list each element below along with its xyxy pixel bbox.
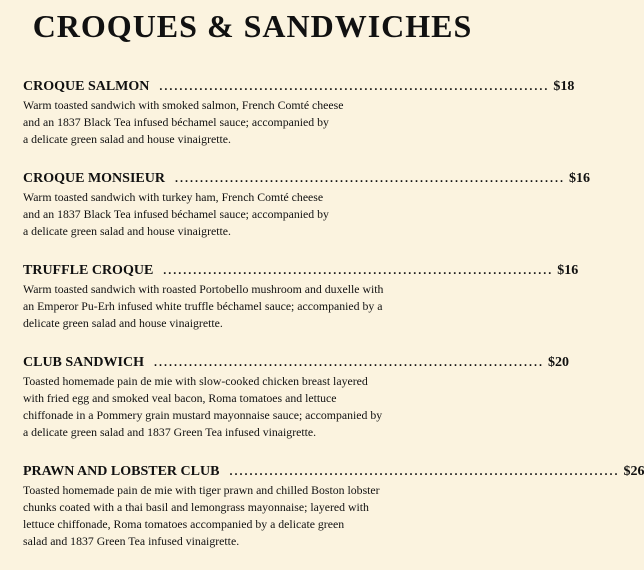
menu-item-truffle-croque [23, 260, 579, 332]
leader-dots: .............................................................................. [229, 464, 620, 478]
page-title: CROQUES & SANDWICHES [32, 8, 473, 44]
description-line: a delicate green salad and 1837 Green Tea infused vinaigrette. [23, 425, 317, 439]
menu-item-description [23, 97, 475, 148]
menu-item-price: $20 [547, 355, 569, 370]
description-line: chunks coated with a thai basil and lemongrass mayonnaise; layered with [23, 500, 369, 514]
menu-item-prawn-lobster-club [23, 461, 644, 550]
description-line: and an 1837 Black Tea infused béchamel sauce; accompanied by [23, 115, 329, 129]
menu-item-description [23, 281, 475, 332]
leader-dots: .............................................................................. [159, 79, 550, 93]
menu-item-price: $26 [623, 464, 644, 479]
description-line: Toasted homemade pain de mie with tiger prawn and chilled Boston lobster [23, 483, 380, 497]
leader-dots: .............................................................................. [163, 263, 554, 277]
menu-item-header [23, 168, 590, 189]
description-line: a delicate green salad and house vinaigrette. [23, 132, 231, 146]
menu-item-price: $16 [568, 171, 590, 186]
menu-item-header [23, 352, 569, 373]
menu-item-description [23, 189, 475, 240]
description-line: and an 1837 Black Tea infused béchamel sauce; accompanied by [23, 207, 329, 221]
menu-item-name: TRUFFLE CROQUE [23, 263, 154, 278]
menu-list [23, 76, 644, 570]
description-line: Toasted homemade pain de mie with slow-cooked chicken breast layered [23, 374, 368, 388]
description-line: with fried egg and smoked veal bacon, Roma tomatoes and lettuce [23, 391, 337, 405]
description-line: Warm toasted sandwich with turkey ham, French Comté cheese [23, 190, 324, 204]
description-line: chiffonade in a Pommery grain mustard mayonnaise sauce; accompanied by [23, 408, 383, 422]
menu-item-header [23, 76, 575, 97]
menu-item-price: $16 [557, 263, 579, 278]
menu-item-header [23, 260, 579, 281]
description-line: salad and 1837 Green Tea infused vinaigrette. [23, 534, 240, 548]
menu-item-name: CROQUE MONSIEUR [23, 171, 165, 186]
description-line: Warm toasted sandwich with roasted Portobello mushroom and duxelle with [23, 282, 384, 296]
leader-dots: .............................................................................. [153, 355, 544, 369]
menu-item-name: PRAWN AND LOBSTER CLUB [23, 464, 220, 479]
menu-item-price: $18 [553, 79, 575, 94]
menu-item-description [23, 482, 475, 550]
menu-item-croque-salmon [23, 76, 575, 148]
description-line: delicate green salad and house vinaigrette. [23, 316, 223, 330]
menu-item-description [23, 373, 475, 441]
menu-item-croque-monsieur [23, 168, 590, 240]
description-line: lettuce chiffonade, Roma tomatoes accompanied by a delicate green [23, 517, 345, 531]
menu-item-header [23, 461, 644, 482]
description-line: an Emperor Pu-Erh infused white truffle béchamel sauce; accompanied by a [23, 299, 383, 313]
menu-item-club-sandwich [23, 352, 569, 441]
menu-item-name: CLUB SANDWICH [23, 355, 144, 370]
leader-dots: .............................................................................. [174, 171, 565, 185]
description-line: Warm toasted sandwich with smoked salmon, French Comté cheese [23, 98, 344, 112]
menu-item-name: CROQUE SALMON [23, 79, 150, 94]
description-line: a delicate green salad and house vinaigrette. [23, 224, 231, 238]
